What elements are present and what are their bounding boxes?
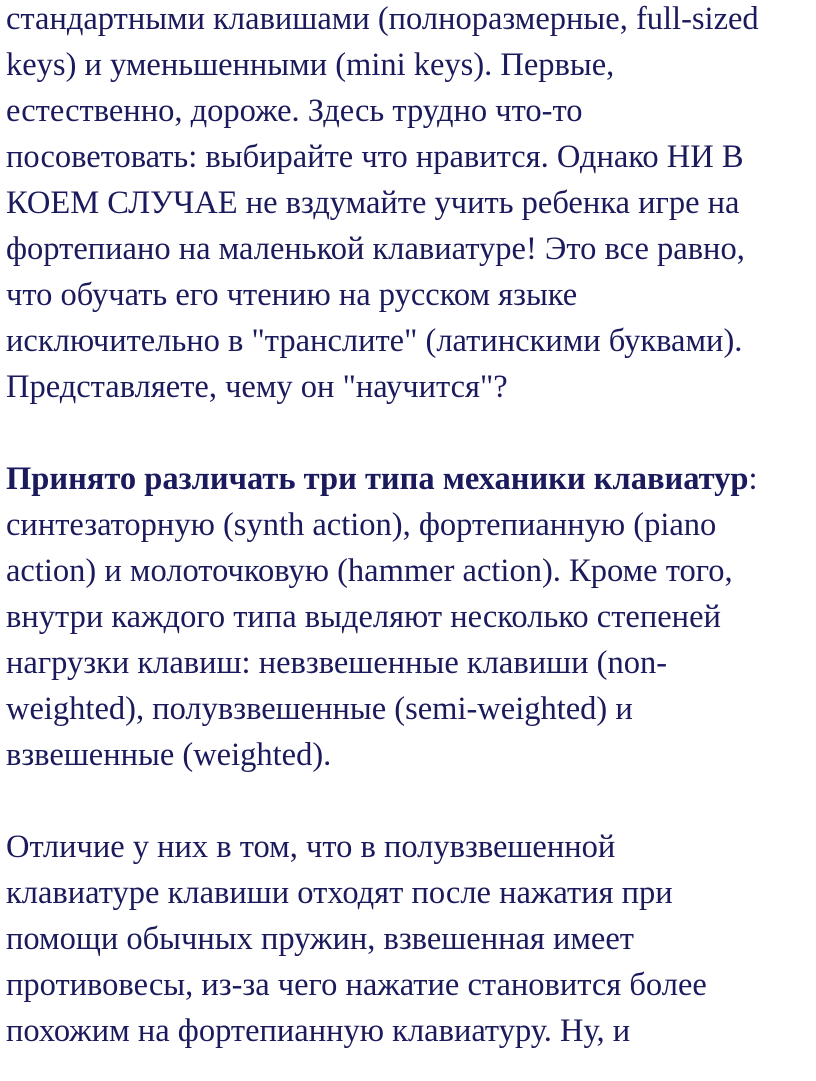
paragraph-1-line-6: фортепиано на маленькой клавиатуре! Это все равно, bbox=[6, 231, 745, 267]
bold-heading: Принято различать три типа механики клавиатур bbox=[6, 461, 749, 497]
paragraph-2-line-2: action) и молоточковую (hammer action). Кроме того, bbox=[6, 553, 733, 589]
paragraph-3-line-2: клавиатуре клавиши отходят после нажатия при bbox=[6, 875, 673, 911]
paragraph-2-line-4: нагрузки клавиш: невзвешенные клавиши (non- bbox=[6, 645, 668, 681]
paragraph-2-line-1: синтезаторную (synth action), фортепианную (piano bbox=[6, 507, 717, 543]
paragraph-1-line-8: исключительно в "транслите" (латинскими буквами). bbox=[6, 323, 743, 359]
paragraph-3-line-1: Отличие у них в том, что в полувзвешенной bbox=[6, 829, 616, 865]
paragraph-1-line-4: посоветовать: выбирайте что нравится. Однако НИ В bbox=[6, 139, 744, 175]
heading-colon: : bbox=[748, 461, 758, 497]
paragraph-1-line-2: keys) и уменьшенными (mini keys). Первые, bbox=[6, 47, 615, 83]
paragraph-1-line-3: естественно, дороже. Здесь трудно что-то bbox=[6, 93, 583, 129]
paragraph-1-line-7: что обучать его чтению на русском языке bbox=[6, 277, 578, 313]
paragraph-2-heading-line bbox=[6, 456, 758, 502]
paragraph-1-line-9: Представляете, чему он "научится"? bbox=[6, 369, 508, 405]
paragraph-2-line-6: взвешенные (weighted). bbox=[6, 737, 332, 773]
paragraph-3-line-5: похожим на фортепианную клавиатуру. Ну, и bbox=[6, 1013, 631, 1049]
paragraph-2-line-5: weighted), полувзвешенные (semi-weighted) и bbox=[6, 691, 633, 727]
paragraph-1-line-5: КОЕМ СЛУЧАЕ не вздумайте учить ребенка игре на bbox=[6, 185, 740, 221]
paragraph-1-line-1: стандартными клавишами (полноразмерные, full-sized bbox=[6, 1, 759, 37]
paragraph-3-line-3: помощи обычных пружин, взвешенная имеет bbox=[6, 921, 634, 957]
paragraph-3-line-4: противовесы, из-за чего нажатие становится более bbox=[6, 967, 707, 1003]
paragraph-2-line-3: внутри каждого типа выделяют несколько степеней bbox=[6, 599, 721, 635]
